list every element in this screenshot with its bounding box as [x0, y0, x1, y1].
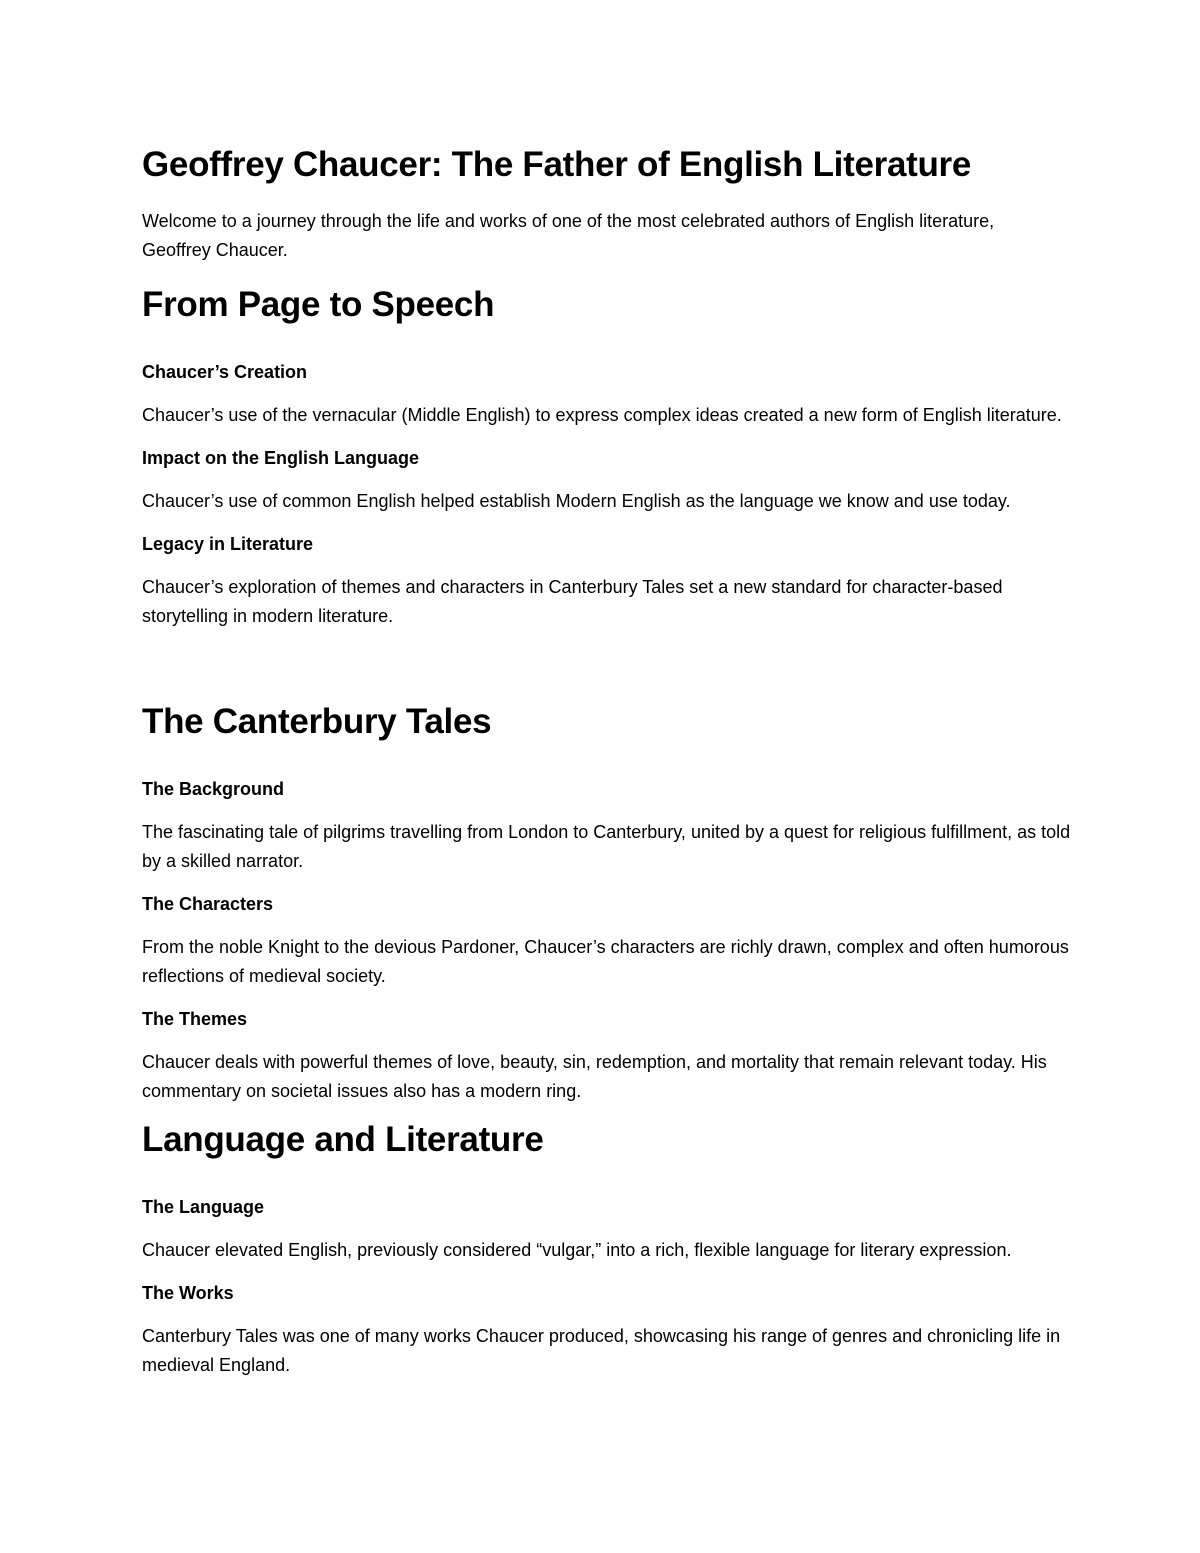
document-intro: Welcome to a journey through the life and works of one of the most celebrated authors of English literature, Geoffrey Chaucer.	[142, 211, 995, 260]
item-body: Chaucer elevated English, previously considered “vulgar,” into a rich, flexible language for literary expression.	[142, 1240, 1012, 1260]
section-heading: Language and Literature	[142, 1120, 544, 1159]
section-item	[142, 444, 1072, 516]
item-body: Chaucer’s use of the vernacular (Middle English) to express complex ideas created a new form of English literature.	[142, 405, 1062, 425]
section-item	[142, 1005, 1072, 1106]
section-from-page-to-speech	[142, 283, 1072, 631]
item-body: Chaucer’s use of common English helped establish Modern English as the language we know and use today.	[142, 491, 1011, 511]
section-language-and-literature	[142, 1118, 1072, 1380]
section-item	[142, 775, 1072, 876]
section-item	[142, 1279, 1072, 1380]
section-heading: From Page to Speech	[142, 285, 495, 324]
item-title: The Works	[142, 1283, 234, 1303]
section-item	[142, 530, 1072, 631]
item-title: Chaucer’s Creation	[142, 362, 308, 382]
section-item	[142, 890, 1072, 991]
item-title: The Themes	[142, 1009, 248, 1029]
section-heading: The Canterbury Tales	[142, 702, 492, 741]
section-item	[142, 1193, 1072, 1265]
item-body: Canterbury Tales was one of many works Chaucer produced, showcasing his range of genres and chronicling life in medieval England.	[142, 1326, 1061, 1375]
item-title: The Characters	[142, 894, 274, 914]
item-body: The fascinating tale of pilgrims travelling from London to Canterbury, united by a quest for religious fulfillment, as told by a skilled narrator.	[142, 822, 1071, 871]
document-title: Geoffrey Chaucer: The Father of English Literature	[142, 145, 972, 184]
item-title: The Background	[142, 779, 285, 799]
item-body: Chaucer’s exploration of themes and characters in Canterbury Tales set a new standard for character-based storytelling in modern literature.	[142, 577, 1003, 626]
section-canterbury-tales	[142, 700, 1072, 1106]
section-item	[142, 358, 1072, 430]
item-body: Chaucer deals with powerful themes of love, beauty, sin, redemption, and mortality that remain relevant today. His commentary on societal issues also has a modern ring.	[142, 1052, 1047, 1101]
item-body: From the noble Knight to the devious Pardoner, Chaucer’s characters are richly drawn, complex and often humorous reflections of medieval society.	[142, 937, 1069, 986]
item-title: Impact on the English Language	[142, 448, 420, 468]
item-title: The Language	[142, 1197, 265, 1217]
item-title: Legacy in Literature	[142, 534, 314, 554]
